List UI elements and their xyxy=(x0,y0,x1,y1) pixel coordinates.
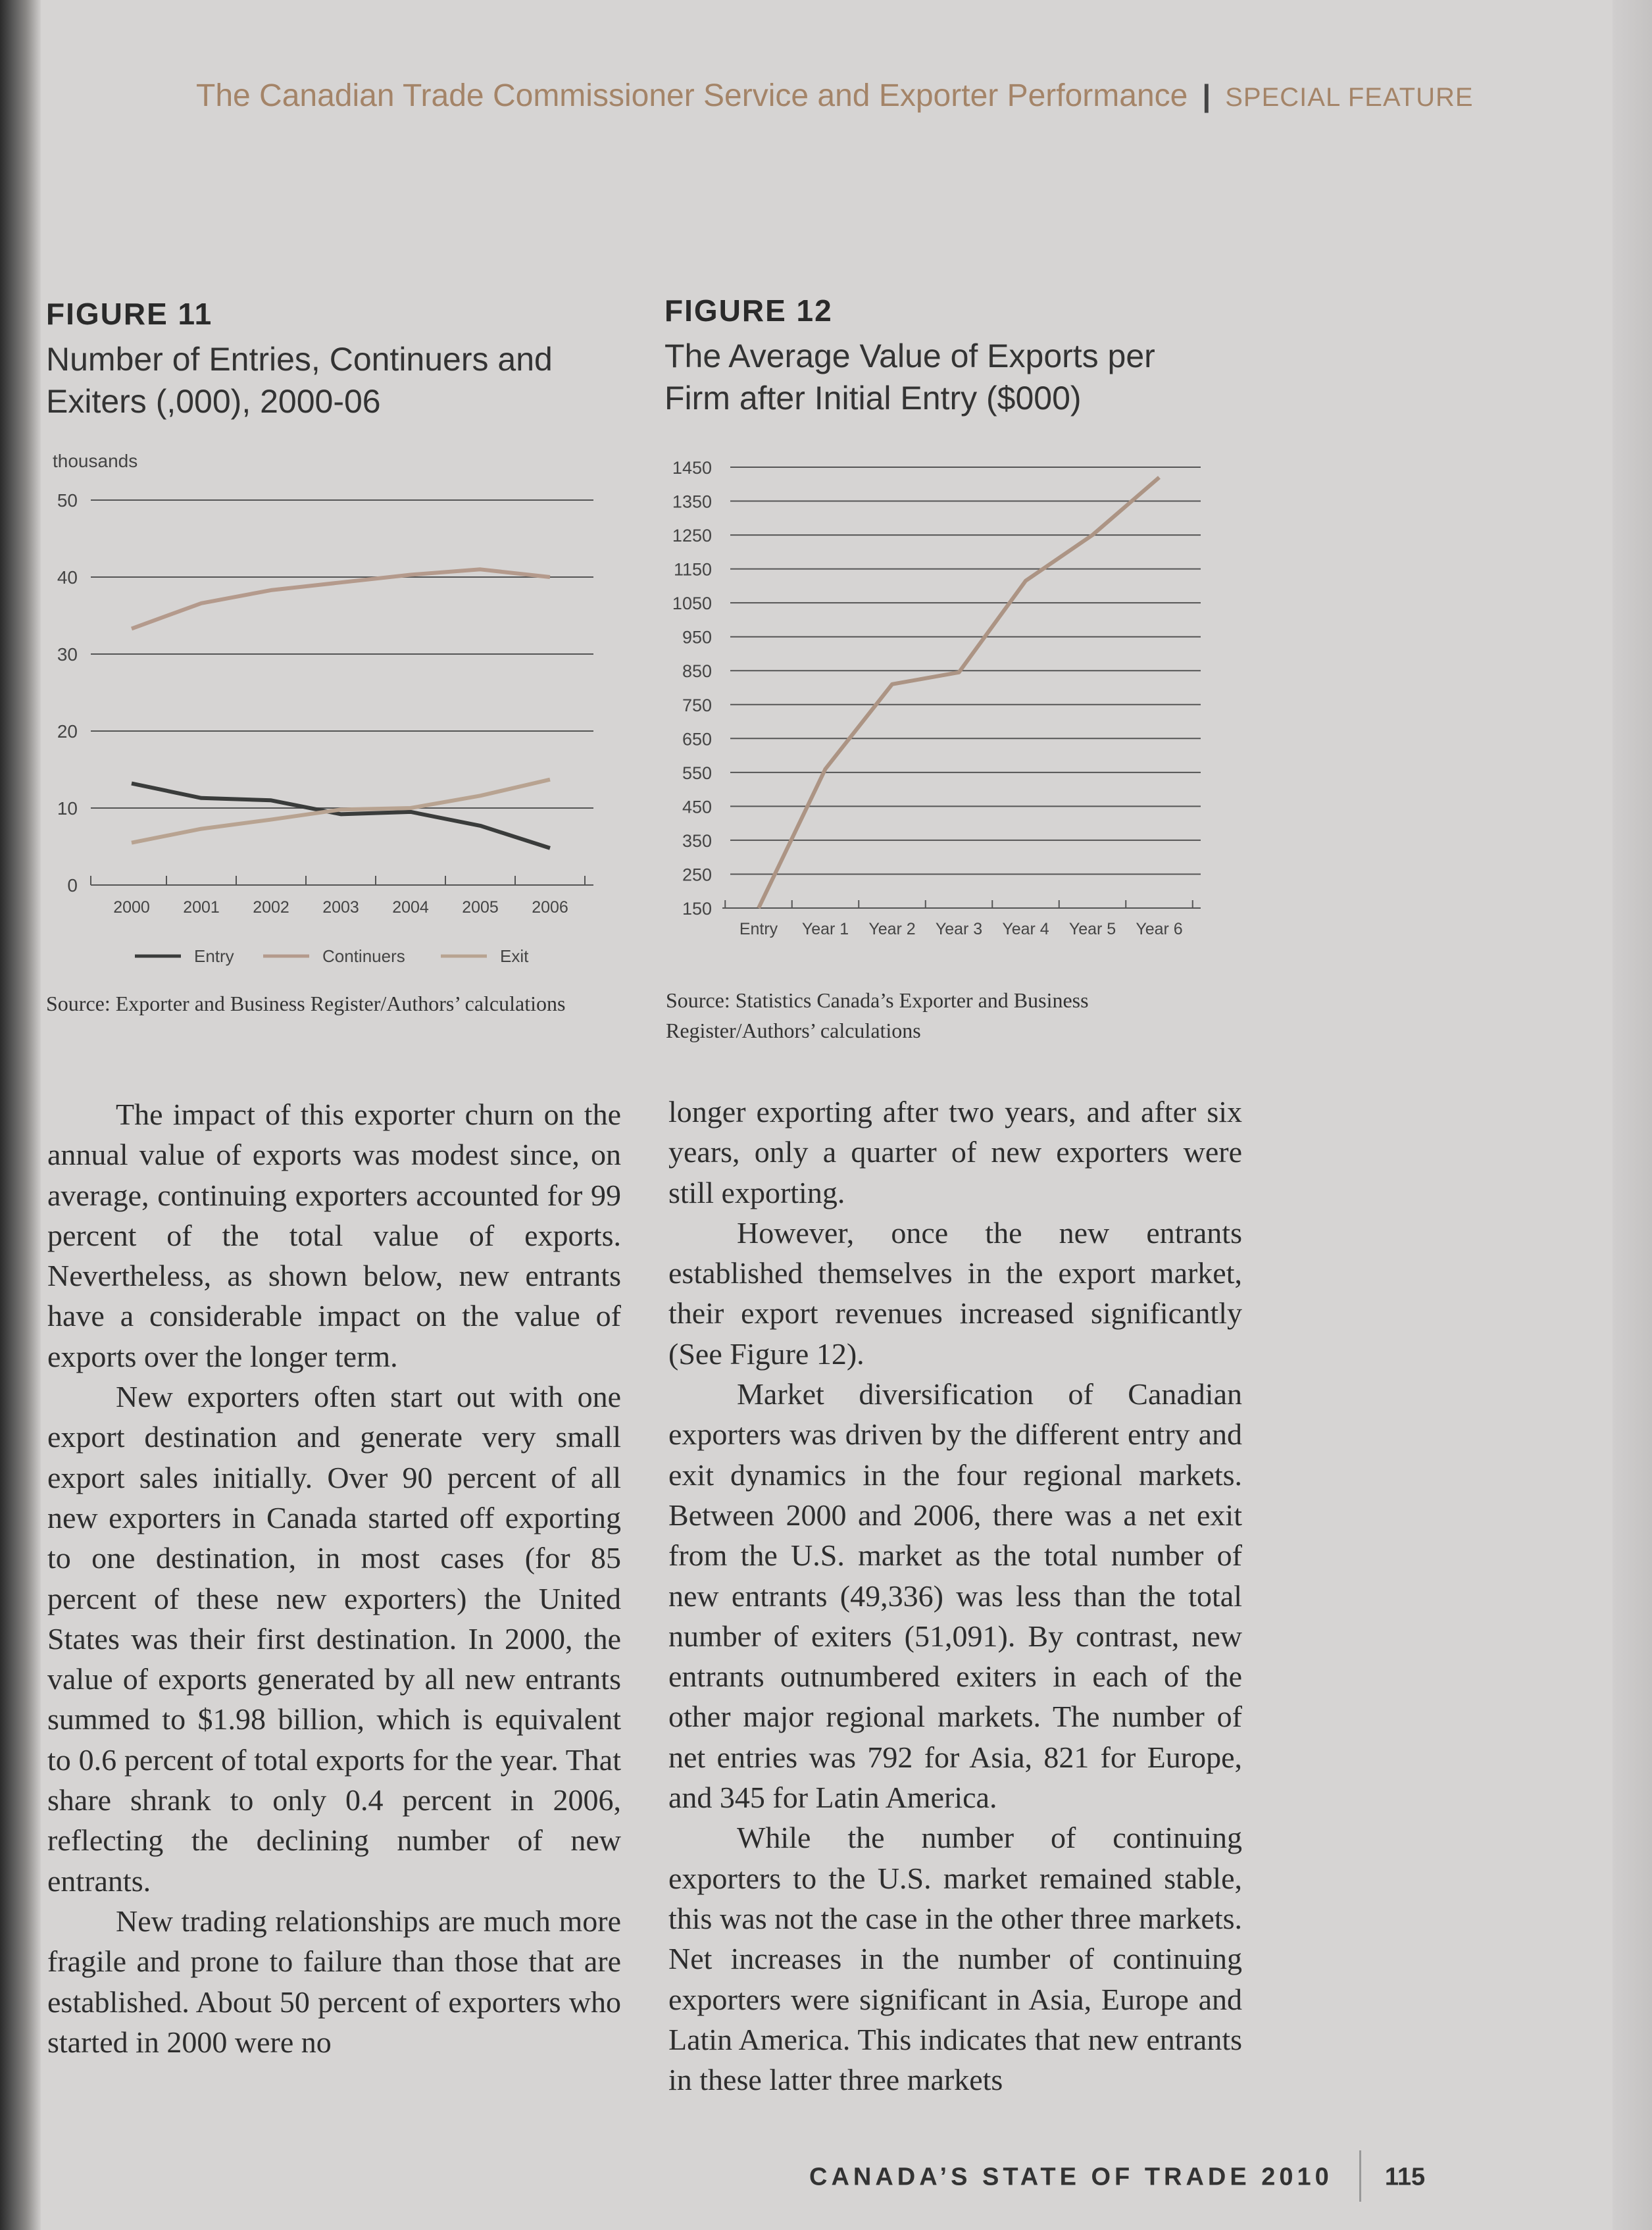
paragraph: New exporters often start out with one export destination and generate very small export sales initially. Over 90 percent of all new exporters in Canada started off exporting to one destination, in most cases (for 85 percent of these new exporters) the United States was their first destination. In 2000, the value of exports generated by all new entrants summed to $1.98 billion, which is equivalent to 0.6 percent of total exports for the year. That share shrank to only 0.4 percent in 2006, reflecting the declining number of new entrants. xyxy=(47,1380,621,1898)
y-tick-label: 40 xyxy=(57,567,78,588)
figure-12-title xyxy=(664,335,1155,419)
y-tick-label: 1350 xyxy=(672,492,712,512)
x-tick-label: 2006 xyxy=(532,898,568,917)
x-tick-label: Year 2 xyxy=(868,920,916,938)
y-tick-label: 150 xyxy=(682,899,712,919)
x-tick-label: Year 4 xyxy=(1002,920,1049,938)
y-tick-label: 1150 xyxy=(673,559,712,580)
x-tick-label: Year 1 xyxy=(801,920,849,938)
series-line-exit xyxy=(132,780,550,843)
y-tick-label: 20 xyxy=(57,721,78,742)
legend-label-exit: Exit xyxy=(500,946,529,966)
figure-12-title-line-2: Firm after Initial Entry ($000) xyxy=(664,380,1082,417)
legend-label-entry: Entry xyxy=(194,946,234,966)
header-section: SPECIAL FEATURE xyxy=(1225,83,1474,112)
footer-divider xyxy=(1359,2150,1361,2202)
header-title: The Canadian Trade Commissioner Service and Exporter Performance xyxy=(196,78,1188,113)
y-tick-label: 30 xyxy=(57,644,78,665)
figure-12-line-chart xyxy=(658,454,1224,961)
y-tick-label: 50 xyxy=(57,490,78,511)
figure-11-title-line-1: Number of Entries, Continuers and xyxy=(46,341,553,378)
body-column-left xyxy=(47,1094,621,2062)
page-number: 115 xyxy=(1384,2163,1426,2191)
paragraph: Market diversification of Canadian exporters was driven by the different entry and exit dynamics in the four regional markets. Between 2000 and 2006, there was a net exit from the U.S. market as the total number of new entrants (49,336) was less than the total number of exiters (51,091). By contrast, new entrants outnumbered exiters in each of the other major regional markets. The number of net entries was 792 for Asia, 821 for Europe, and 345 for Latin America. xyxy=(668,1377,1242,1815)
x-tick-label: 2001 xyxy=(183,898,220,917)
figure-11-title-line-2: Exiters (,000), 2000-06 xyxy=(46,383,381,420)
x-tick-label: Year 3 xyxy=(935,920,983,938)
y-tick-label: 550 xyxy=(682,763,712,783)
y-tick-label: 250 xyxy=(682,865,712,885)
y-axis-unit-label: thousands xyxy=(53,451,138,471)
figure-11-label: FIGURE 11 xyxy=(46,297,213,331)
footer-title: CANADA’S STATE OF TRADE 2010 xyxy=(809,2163,1333,2191)
series-line-export-value xyxy=(759,477,1159,908)
y-tick-label: 650 xyxy=(682,729,712,749)
x-tick-label: Entry xyxy=(739,920,778,938)
figure-12-label: FIGURE 12 xyxy=(664,293,833,328)
figure-12-source-line-1: Source: Statistics Canada’s Exporter and Business xyxy=(666,988,1089,1012)
book-binding-shadow xyxy=(0,0,41,2230)
y-tick-label: 1450 xyxy=(672,458,712,478)
legend-label-continuers: Continuers xyxy=(322,946,405,966)
y-tick-label: 10 xyxy=(57,798,78,819)
y-tick-label: 450 xyxy=(682,797,712,817)
figure-12-source-line-2: Register/Authors’ calculations xyxy=(666,1019,921,1042)
y-tick-label: 350 xyxy=(682,830,712,851)
paragraph: However, once the new entrants established themselves in the export market, their export revenues increased significantly (See Figure 12). xyxy=(668,1215,1242,1371)
header-separator: | xyxy=(1202,78,1211,113)
paragraph: While the number of continuing exporters to the U.S. market remained stable, this was not the case in the other three markets. Net increases in the number of continuing exporters were significant in Asia, Europe and Latin America. This indicates that new entrants in these latter three markets xyxy=(668,1821,1242,2097)
figure-12-title-line-1: The Average Value of Exports per xyxy=(664,338,1155,374)
x-tick-label: 2003 xyxy=(322,898,359,917)
x-tick-label: 2000 xyxy=(113,898,150,917)
series-line-continuers xyxy=(132,569,550,628)
running-header xyxy=(196,78,1532,114)
y-tick-label: 1250 xyxy=(672,526,712,546)
y-tick-label: 0 xyxy=(67,875,78,896)
body-column-right xyxy=(668,1092,1242,2100)
y-tick-label: 750 xyxy=(682,695,712,715)
figure-11-line-chart xyxy=(39,447,605,980)
y-tick-label: 950 xyxy=(682,627,712,647)
figure-11-source: Source: Exporter and Business Register/Authors’ calculations xyxy=(46,992,566,1015)
y-tick-label: 850 xyxy=(682,661,712,682)
x-tick-label: Year 6 xyxy=(1136,920,1183,938)
x-tick-label: 2004 xyxy=(392,898,429,917)
paragraph: longer exporting after two years, and after six years, only a quarter of new exporters were still exporting. xyxy=(668,1095,1242,1209)
x-tick-label: Year 5 xyxy=(1068,920,1116,938)
paragraph: The impact of this exporter churn on the annual value of exports was modest since, on average, continuing exporters accounted for 99 percent of the total value of exports. Nevertheless, as shown below, new entrants have a considerable impact on the value of exports over the longer term. xyxy=(47,1098,621,1373)
paragraph: New trading relationships are much more fragile and prone to failure than those that are established. About 50 percent of exporters who started in 2000 were no xyxy=(47,1904,621,2059)
page-footer xyxy=(809,2157,1425,2208)
x-tick-label: 2002 xyxy=(253,898,289,917)
figure-11-title xyxy=(46,338,553,422)
y-tick-label: 1050 xyxy=(672,594,712,614)
page-edge xyxy=(1613,0,1652,2230)
x-tick-label: 2005 xyxy=(462,898,499,917)
figure-12-source xyxy=(666,985,1089,1046)
